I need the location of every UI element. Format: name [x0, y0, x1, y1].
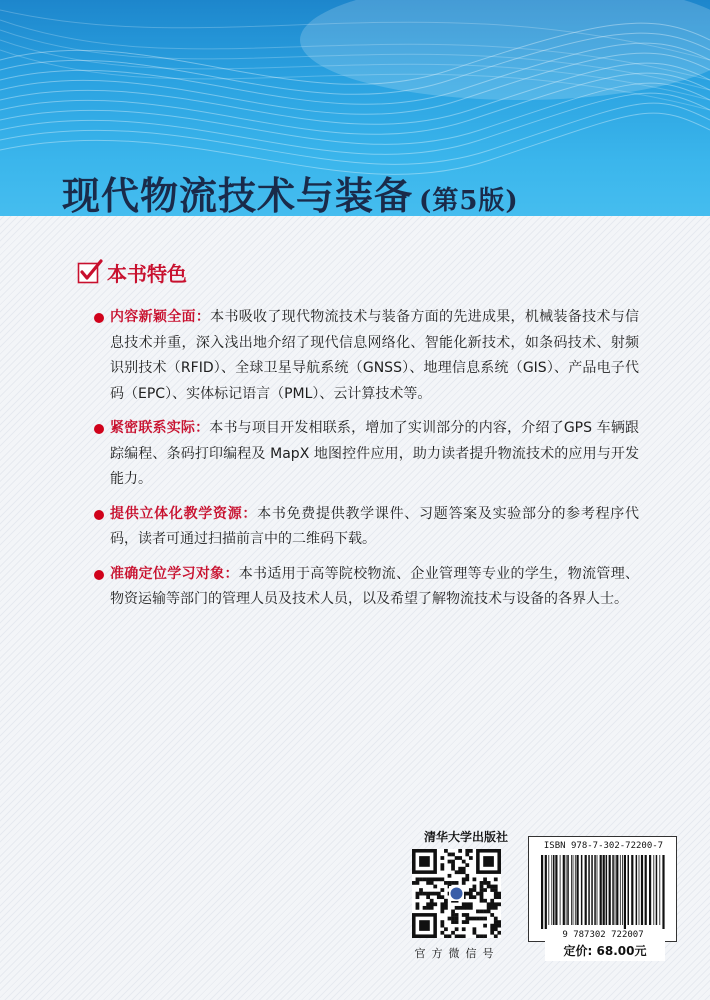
feature-text: 本书适用于高等院校物流、企业管理等专业的学生，物流管理、物资运输等部门的管理人员及技术人员，以及希望了解物流技术与设备的各界人士。: [110, 565, 639, 607]
bullet-dot-icon: [94, 424, 104, 434]
feature-item: [94, 305, 639, 407]
qr-code[interactable]: [412, 849, 501, 938]
edition-text: (第5版): [419, 186, 519, 216]
barcode-icon: [539, 855, 668, 939]
isbn-barcode: [528, 836, 677, 942]
title-text: 现代物流技术与装备: [62, 173, 414, 218]
price-label: 定价: 68.00元: [545, 941, 665, 961]
feature-item: [94, 502, 639, 553]
feature-text: 本书吸收了现代物流技术与装备方面的先进成果，机械装备技术与信息技术并重，深入浅出地介绍了现代信息网络化、智能化新技术，如条码技术、射频识别技术（RFID）、全球卫星导航系统（GNSS）、地理信息系统（GIS）、产品电子代码（EPC）、实体标记语言（PML）、云计算技术等。: [110, 309, 639, 402]
feature-item: [94, 416, 639, 493]
qr-code-icon: [412, 849, 501, 938]
feature-title: 紧密联系实际：: [110, 420, 210, 436]
qr-label: 官方微信号: [414, 947, 500, 960]
features-heading: 本书特色: [107, 261, 187, 286]
book-title: [62, 165, 519, 220]
feature-text: 本书与项目开发相联系，增加了实训部分的内容，介绍了GPS 车辆跟踪编程、条码打印编程及 MapX 地图控件应用，助力读者提升物流技术的应用与开发能力。: [110, 420, 639, 487]
feature-item: [94, 562, 639, 613]
isbn-text: ISBN 978-7-302-72200-7: [543, 841, 664, 851]
checkmark-icon: [77, 259, 103, 285]
features-list: [94, 305, 639, 622]
barcode-digits: 9 787302 722007: [562, 930, 644, 939]
features-header: [77, 258, 187, 286]
feature-title: 内容新颖全面：: [110, 309, 211, 325]
feature-text: 本书免费提供教学课件、习题答案及实验部分的参考程序代码，读者可通过扫描前言中的二维码下载。: [110, 505, 640, 547]
bullet-dot-icon: [94, 570, 104, 580]
feature-title: 准确定位学习对象：: [110, 565, 239, 582]
publisher-name: 清华大学出版社: [423, 830, 508, 844]
bullet-dot-icon: [94, 510, 104, 520]
feature-title: 提供立体化教学资源：: [110, 505, 258, 522]
bullet-dot-icon: [94, 313, 104, 323]
